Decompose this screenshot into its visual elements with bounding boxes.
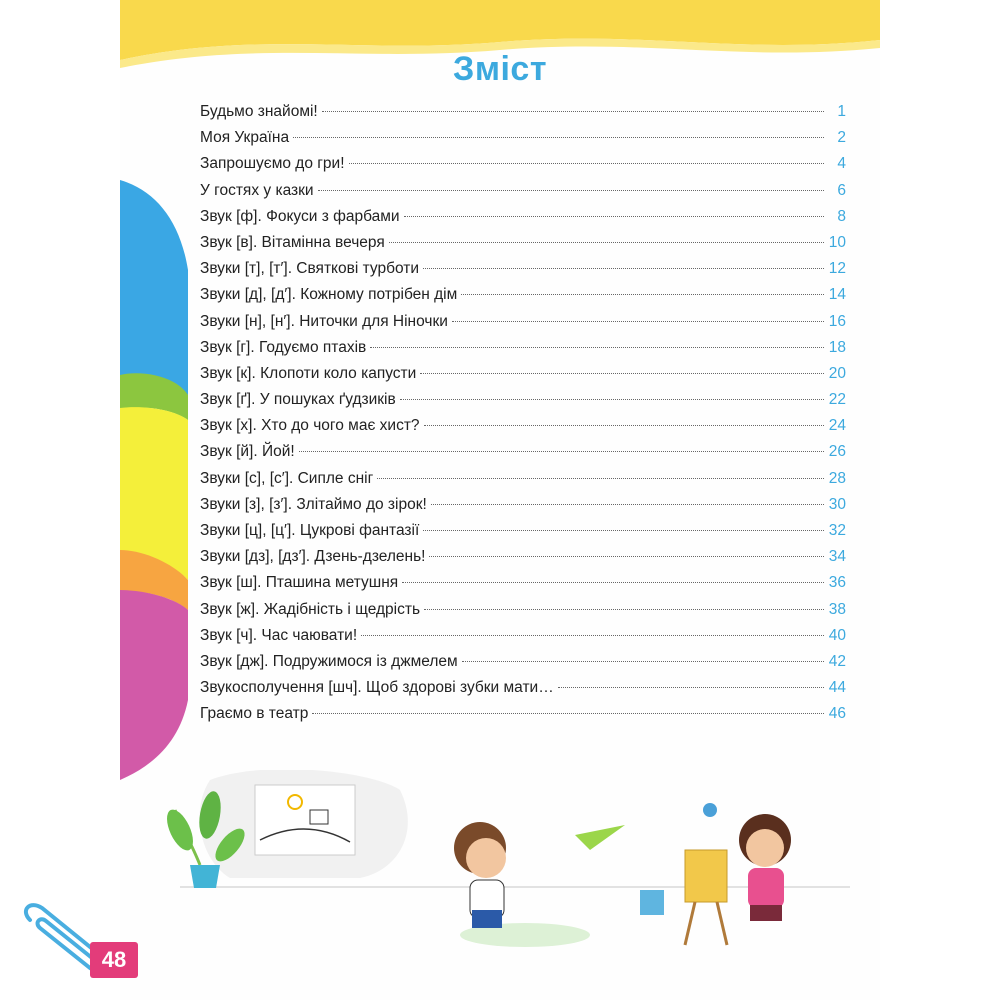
- dot-leader: [424, 425, 824, 426]
- toc-entry-title: Звук [в]. Вітамінна вечеря: [200, 233, 385, 251]
- toc-entry-title: Звуки [т], [т′]. Святкові турботи: [200, 260, 419, 278]
- page-title: Зміст: [453, 50, 547, 88]
- dot-leader: [402, 582, 824, 583]
- dot-leader: [377, 478, 824, 479]
- toc-entry-title: Звук [й]. Йой!: [200, 443, 295, 461]
- toc-entry[interactable]: [200, 103, 846, 129]
- toc-entry[interactable]: [200, 601, 846, 627]
- toc-entry-page: 40: [828, 626, 846, 644]
- toc-entry-page: 44: [828, 679, 846, 697]
- toc-entry[interactable]: [200, 391, 846, 417]
- toc-entry-page: 6: [837, 181, 846, 199]
- dot-leader: [429, 556, 824, 557]
- dot-leader: [462, 661, 824, 662]
- toc-entry[interactable]: [200, 705, 846, 731]
- toc-entry[interactable]: [200, 574, 846, 600]
- toc-entry-page: 26: [828, 443, 846, 461]
- page-number-badge: 48: [90, 942, 138, 978]
- toc-entry-title: Звук [х]. Хто до чого має хист?: [200, 417, 420, 435]
- toc-entry[interactable]: [200, 155, 846, 181]
- toc-entry-page: 16: [828, 312, 846, 330]
- toc-entry[interactable]: [200, 286, 846, 312]
- dot-leader: [349, 163, 824, 164]
- toc-entry-page: 36: [828, 574, 846, 592]
- toc-entry-page: 42: [828, 652, 846, 670]
- toc-entry-page: 2: [837, 129, 846, 147]
- book-page: [120, 0, 880, 1000]
- toc-entry[interactable]: [200, 313, 846, 339]
- toc-entry[interactable]: [200, 627, 846, 653]
- toc-entry-page: 38: [828, 600, 846, 618]
- toc-entry[interactable]: [200, 129, 846, 155]
- dot-leader: [389, 242, 824, 243]
- toc-entry-title: Звуки [д], [д′]. Кожному потрібен дім: [200, 286, 458, 304]
- toc-entry[interactable]: [200, 522, 846, 548]
- toc-entry-title: Звук [ж]. Жадібність і щедрість: [200, 600, 421, 618]
- dot-leader: [423, 530, 824, 531]
- toc-entry-title: У гостях у казки: [200, 181, 314, 199]
- children-illustration: [120, 770, 880, 1000]
- toc-entry-page: 18: [828, 338, 846, 356]
- dot-leader: [558, 687, 824, 688]
- dot-leader: [423, 268, 824, 269]
- toc-entry[interactable]: [200, 365, 846, 391]
- dot-leader: [361, 635, 824, 636]
- toc-entry-title: Звук [г]. Годуємо птахів: [200, 338, 367, 356]
- toc-entry-title: Звук [ф]. Фокуси з фарбами: [200, 207, 400, 225]
- toc-entry-page: 12: [828, 260, 846, 278]
- toc-entry-page: 30: [828, 495, 846, 513]
- dot-leader: [318, 190, 824, 191]
- toc-entry-title: Звук [к]. Клопоти коло капусти: [200, 364, 417, 382]
- toc-entry-page: 4: [837, 155, 846, 173]
- toc-entry-title: Звук [ч]. Час чаювати!: [200, 626, 358, 644]
- toc-entry-page: 10: [828, 233, 846, 251]
- dot-leader: [452, 321, 824, 322]
- toc-entry-title: Звукосполучення [шч]. Щоб здорові зубки мати…: [200, 679, 554, 697]
- toc-entry-title: Граємо в театр: [200, 705, 309, 723]
- toc-entry-title: Звук [дж]. Подружимося із джмелем: [200, 652, 458, 670]
- toc-entry-title: Звуки [с], [с′]. Сипле сніг: [200, 469, 374, 487]
- dot-leader: [400, 399, 824, 400]
- dot-leader: [312, 713, 824, 714]
- toc-entry-title: Звуки [з], [з′]. Злітаймо до зірок!: [200, 495, 427, 513]
- toc-entry-title: Запрошуємо до гри!: [200, 155, 345, 173]
- toc-entry-page: 28: [828, 469, 846, 487]
- dot-leader: [431, 504, 824, 505]
- dot-leader: [293, 137, 824, 138]
- toc-entry[interactable]: [200, 182, 846, 208]
- toc-entry-title: Моя Україна: [200, 129, 290, 147]
- toc-entry[interactable]: [200, 260, 846, 286]
- toc-entry[interactable]: [200, 496, 846, 522]
- toc-entry[interactable]: [200, 417, 846, 443]
- toc-entry[interactable]: [200, 208, 846, 234]
- toc-entry[interactable]: [200, 339, 846, 365]
- toc-entry-title: Звуки [ц], [ц′]. Цукрові фантазії: [200, 522, 420, 539]
- toc-entry-title: Звук [ґ]. У пошуках ґудзиків: [200, 391, 396, 409]
- toc-entry[interactable]: [200, 548, 846, 574]
- dot-leader: [424, 609, 824, 610]
- toc-entry-page: 32: [828, 522, 846, 539]
- dot-leader: [299, 451, 824, 452]
- colored-stripes-decoration: [120, 180, 190, 780]
- toc-entry[interactable]: [200, 679, 846, 705]
- toc-entry-title: Будьмо знайомі!: [200, 103, 318, 120]
- toc-entry-page: 1: [837, 103, 846, 120]
- toc-entry[interactable]: [200, 443, 846, 469]
- toc-entry-page: 34: [828, 548, 846, 566]
- toc-entry-title: Звуки [н], [н′]. Ниточки для Ніночки: [200, 312, 448, 330]
- toc-entry-page: 8: [837, 207, 846, 225]
- toc-entry-page: 24: [828, 417, 846, 435]
- dot-leader: [404, 216, 824, 217]
- dot-leader: [420, 373, 824, 374]
- toc-entry-page: 46: [828, 705, 846, 723]
- toc-entry-title: Звук [ш]. Пташина метушня: [200, 574, 399, 592]
- toc-entry[interactable]: [200, 653, 846, 679]
- table-of-contents: [200, 103, 846, 732]
- toc-entry-page: 22: [828, 391, 846, 409]
- toc-entry-page: 20: [828, 364, 846, 382]
- toc-entry-page: 14: [828, 286, 846, 304]
- toc-entry-title: Звуки [дз], [дз′]. Дзень-дзелень!: [200, 548, 426, 566]
- toc-entry[interactable]: [200, 470, 846, 496]
- dot-leader: [322, 111, 824, 112]
- dot-leader: [461, 294, 824, 295]
- toc-entry[interactable]: [200, 234, 846, 260]
- dot-leader: [370, 347, 824, 348]
